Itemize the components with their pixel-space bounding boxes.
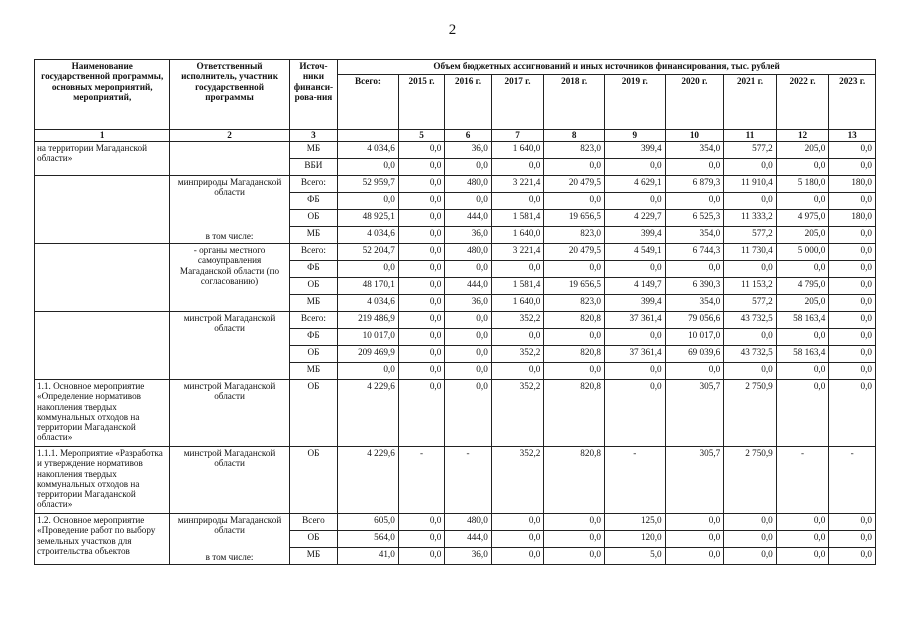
row-value: 823,0 xyxy=(544,295,605,312)
row-value: 0,0 xyxy=(724,159,777,176)
row-value: - xyxy=(829,447,876,514)
row-value: 0,0 xyxy=(665,514,724,531)
row-executor-note: в том числе: xyxy=(205,551,254,562)
row-name: на территории Магаданской области» xyxy=(35,142,170,176)
row-value: 0,0 xyxy=(445,346,491,363)
row-value: 605,0 xyxy=(338,514,399,531)
row-value: 6 525,3 xyxy=(665,210,724,227)
row-value: 1 640,0 xyxy=(491,295,544,312)
header-col-number: 10 xyxy=(665,130,724,142)
row-value: 0,0 xyxy=(665,261,724,278)
budget-table xyxy=(34,59,876,565)
row-value: 0,0 xyxy=(829,380,876,447)
row-value: 0,0 xyxy=(665,363,724,380)
row-value: 5 180,0 xyxy=(776,176,829,193)
row-value: 0,0 xyxy=(544,329,605,346)
row-value: 0,0 xyxy=(491,261,544,278)
row-value: 352,2 xyxy=(491,312,544,329)
row-value: 43 732,5 xyxy=(724,312,777,329)
row-value: 3 221,4 xyxy=(491,244,544,261)
row-value: 36,0 xyxy=(445,295,491,312)
row-value: 0,0 xyxy=(398,514,444,531)
header-col-number: 11 xyxy=(724,130,777,142)
row-executor-cell xyxy=(170,142,289,176)
row-value: 2 750,9 xyxy=(724,447,777,514)
row-value: 19 656,5 xyxy=(544,278,605,295)
row-value: 0,0 xyxy=(604,159,665,176)
row-value: 0,0 xyxy=(398,548,444,565)
row-value: 0,0 xyxy=(491,363,544,380)
row-value: 120,0 xyxy=(604,531,665,548)
row-value: 0,0 xyxy=(829,363,876,380)
row-value: 0,0 xyxy=(398,159,444,176)
row-value: 6 744,3 xyxy=(665,244,724,261)
table-row xyxy=(35,312,876,329)
row-value: 0,0 xyxy=(829,329,876,346)
row-value: 209 469,9 xyxy=(338,346,399,363)
row-value: 0,0 xyxy=(829,193,876,210)
row-executor: - органы местного самоуправления Магаданской области (по согласованию) xyxy=(179,245,280,286)
row-name xyxy=(35,176,170,244)
header-col-number xyxy=(338,130,399,142)
row-value: 0,0 xyxy=(338,159,399,176)
table-row xyxy=(35,514,876,531)
row-value: 48 170,1 xyxy=(338,278,399,295)
row-value: 205,0 xyxy=(776,227,829,244)
row-executor-note: в том числе: xyxy=(205,230,254,241)
row-value: 0,0 xyxy=(445,159,491,176)
row-source: Всего: xyxy=(289,176,338,193)
row-value: 2 750,9 xyxy=(724,380,777,447)
row-value: 48 925,1 xyxy=(338,210,399,227)
header-year: 2019 г. xyxy=(604,75,665,130)
row-value: 6 879,3 xyxy=(665,176,724,193)
header-year: 2017 г. xyxy=(491,75,544,130)
row-value: 0,0 xyxy=(829,159,876,176)
row-value: 0,0 xyxy=(829,278,876,295)
row-value: 4 149,7 xyxy=(604,278,665,295)
row-value: 0,0 xyxy=(338,261,399,278)
row-value: 0,0 xyxy=(829,531,876,548)
row-value: 0,0 xyxy=(829,142,876,159)
header-col-number: 6 xyxy=(445,130,491,142)
table-row xyxy=(35,176,876,193)
row-value: 43 732,5 xyxy=(724,346,777,363)
row-executor-cell xyxy=(170,514,289,565)
row-value: 399,4 xyxy=(604,227,665,244)
header-col-number: 7 xyxy=(491,130,544,142)
row-value: 4 629,1 xyxy=(604,176,665,193)
row-value: 11 333,2 xyxy=(724,210,777,227)
row-value: 0,0 xyxy=(445,329,491,346)
row-value: 0,0 xyxy=(398,244,444,261)
row-value: 0,0 xyxy=(398,346,444,363)
row-value: 0,0 xyxy=(604,261,665,278)
row-value: 0,0 xyxy=(445,380,491,447)
row-value: - xyxy=(776,447,829,514)
row-value: 0,0 xyxy=(604,380,665,447)
row-value: 0,0 xyxy=(604,363,665,380)
row-value: 4 229,6 xyxy=(338,380,399,447)
row-value: 820,8 xyxy=(544,380,605,447)
row-value: 0,0 xyxy=(665,531,724,548)
row-value: 0,0 xyxy=(604,193,665,210)
row-value: 0,0 xyxy=(491,193,544,210)
row-executor: минстрой Магаданской области xyxy=(183,381,276,402)
row-value: 0,0 xyxy=(776,363,829,380)
row-value: 19 656,5 xyxy=(544,210,605,227)
row-value: 0,0 xyxy=(776,380,829,447)
table-row xyxy=(35,142,876,159)
row-value: 52 204,7 xyxy=(338,244,399,261)
row-value: 480,0 xyxy=(445,244,491,261)
row-value: 0,0 xyxy=(829,514,876,531)
row-executor: минприроды Магаданской области xyxy=(177,177,282,198)
row-value: 219 486,9 xyxy=(338,312,399,329)
row-value: 305,7 xyxy=(665,380,724,447)
row-value: 0,0 xyxy=(398,176,444,193)
row-value: 4 229,6 xyxy=(338,447,399,514)
row-value: 444,0 xyxy=(445,210,491,227)
row-value: 480,0 xyxy=(445,514,491,531)
row-value: 0,0 xyxy=(776,329,829,346)
row-value: 305,7 xyxy=(665,447,724,514)
row-value: 444,0 xyxy=(445,531,491,548)
row-value: 354,0 xyxy=(665,295,724,312)
row-value: 5,0 xyxy=(604,548,665,565)
row-value: 0,0 xyxy=(398,295,444,312)
row-value: 0,0 xyxy=(776,159,829,176)
row-value: 0,0 xyxy=(724,193,777,210)
row-value: 577,2 xyxy=(724,142,777,159)
row-source: Всего xyxy=(289,514,338,531)
row-value: 37 361,4 xyxy=(604,346,665,363)
row-value: 4 795,0 xyxy=(776,278,829,295)
row-value: 0,0 xyxy=(491,329,544,346)
row-value: 0,0 xyxy=(829,261,876,278)
row-value: 0,0 xyxy=(491,514,544,531)
row-value: 11 910,4 xyxy=(724,176,777,193)
row-value: 0,0 xyxy=(398,312,444,329)
row-value: 0,0 xyxy=(724,531,777,548)
row-value: 0,0 xyxy=(398,380,444,447)
row-value: 0,0 xyxy=(398,329,444,346)
header-funding-group: Объем бюджетных ассигнований и иных источников финансирования, тыс. рублей xyxy=(338,60,876,75)
row-value: 0,0 xyxy=(398,142,444,159)
row-value: 577,2 xyxy=(724,295,777,312)
row-value: 1 640,0 xyxy=(491,142,544,159)
table-row xyxy=(35,447,876,514)
row-value: 41,0 xyxy=(338,548,399,565)
header-year: 2016 г. xyxy=(445,75,491,130)
row-value: 577,2 xyxy=(724,227,777,244)
row-source: ОБ xyxy=(289,380,338,447)
row-value: 352,2 xyxy=(491,380,544,447)
row-value: 0,0 xyxy=(724,514,777,531)
row-value: 0,0 xyxy=(776,531,829,548)
row-value: 0,0 xyxy=(398,363,444,380)
row-value: 4 034,6 xyxy=(338,142,399,159)
row-executor: минстрой Магаданской области xyxy=(183,448,276,469)
row-value: 1 640,0 xyxy=(491,227,544,244)
row-value: 564,0 xyxy=(338,531,399,548)
row-value: 125,0 xyxy=(604,514,665,531)
row-value: 354,0 xyxy=(665,227,724,244)
row-value: 3 221,4 xyxy=(491,176,544,193)
row-value: 0,0 xyxy=(776,548,829,565)
row-value: 352,2 xyxy=(491,346,544,363)
row-value: 820,8 xyxy=(544,447,605,514)
row-value: 58 163,4 xyxy=(776,346,829,363)
row-name: 1.2. Основное мероприятие «Проведение работ по выбору земельных участков для строительства объектов xyxy=(35,514,170,565)
header-col-number: 13 xyxy=(829,130,876,142)
row-value: 36,0 xyxy=(445,142,491,159)
header-col-number: 12 xyxy=(776,130,829,142)
row-value: 0,0 xyxy=(665,159,724,176)
row-value: 0,0 xyxy=(398,278,444,295)
header-year: 2018 г. xyxy=(544,75,605,130)
row-value: 180,0 xyxy=(829,210,876,227)
row-value: 10 017,0 xyxy=(665,329,724,346)
row-value: 58 163,4 xyxy=(776,312,829,329)
header-executor: Ответственный исполнитель, участник государственной программы xyxy=(170,60,289,130)
row-value: - xyxy=(604,447,665,514)
row-value: 0,0 xyxy=(724,329,777,346)
row-value: 352,2 xyxy=(491,447,544,514)
row-executor-cell xyxy=(170,176,289,244)
row-value: 0,0 xyxy=(776,514,829,531)
row-value: 399,4 xyxy=(604,295,665,312)
row-source: МБ xyxy=(289,142,338,159)
row-value: 0,0 xyxy=(338,363,399,380)
row-value: 205,0 xyxy=(776,295,829,312)
row-source: МБ xyxy=(289,227,338,244)
row-value: 0,0 xyxy=(544,261,605,278)
row-value: 0,0 xyxy=(491,531,544,548)
row-executor-cell xyxy=(170,380,289,447)
row-executor-cell xyxy=(170,447,289,514)
row-source: МБ xyxy=(289,548,338,565)
row-value: - xyxy=(398,447,444,514)
header-year: 2023 г. xyxy=(829,75,876,130)
row-source: ФБ xyxy=(289,261,338,278)
row-value: 0,0 xyxy=(491,159,544,176)
header-year: 2021 г. xyxy=(724,75,777,130)
row-source: ОБ xyxy=(289,346,338,363)
row-value: 4 229,7 xyxy=(604,210,665,227)
header-col-number: 1 xyxy=(35,130,170,142)
row-name xyxy=(35,244,170,312)
row-value: 0,0 xyxy=(445,193,491,210)
row-value: 20 479,5 xyxy=(544,244,605,261)
row-source: Всего: xyxy=(289,244,338,261)
row-source: ФБ xyxy=(289,329,338,346)
row-value: 5 000,0 xyxy=(776,244,829,261)
row-value: 0,0 xyxy=(445,261,491,278)
row-value: 0,0 xyxy=(724,363,777,380)
row-value: 1 581,4 xyxy=(491,210,544,227)
table-row xyxy=(35,244,876,261)
row-value: 0,0 xyxy=(829,312,876,329)
row-value: 0,0 xyxy=(398,261,444,278)
row-source: МБ xyxy=(289,295,338,312)
row-source: ВБИ xyxy=(289,159,338,176)
header-col-number: 2 xyxy=(170,130,289,142)
row-value: 0,0 xyxy=(776,193,829,210)
row-value: 0,0 xyxy=(398,531,444,548)
row-executor-cell xyxy=(170,312,289,380)
row-value: 0,0 xyxy=(829,548,876,565)
row-value: 11 153,2 xyxy=(724,278,777,295)
row-value: 0,0 xyxy=(398,193,444,210)
row-value: 20 479,5 xyxy=(544,176,605,193)
header-source: Источ-ники финанси-рова-ния xyxy=(289,60,338,130)
row-value: 823,0 xyxy=(544,227,605,244)
row-value: 0,0 xyxy=(544,514,605,531)
row-source: МБ xyxy=(289,363,338,380)
row-value: 4 975,0 xyxy=(776,210,829,227)
table-row xyxy=(35,380,876,447)
row-value: 0,0 xyxy=(724,548,777,565)
row-value: 11 730,4 xyxy=(724,244,777,261)
row-value: 0,0 xyxy=(544,159,605,176)
row-value: 0,0 xyxy=(491,548,544,565)
row-value: 0,0 xyxy=(829,295,876,312)
row-value: 0,0 xyxy=(665,193,724,210)
row-value: 480,0 xyxy=(445,176,491,193)
page-number: 2 xyxy=(448,22,457,38)
header-year: 2020 г. xyxy=(665,75,724,130)
row-value: 399,4 xyxy=(604,142,665,159)
row-value: 36,0 xyxy=(445,227,491,244)
row-value: 444,0 xyxy=(445,278,491,295)
header-year: Всего: xyxy=(338,75,399,130)
row-value: 820,8 xyxy=(544,346,605,363)
row-source: Всего: xyxy=(289,312,338,329)
row-executor: минстрой Магаданской области xyxy=(183,313,276,334)
row-value: 4 549,1 xyxy=(604,244,665,261)
header-col-number: 5 xyxy=(398,130,444,142)
row-value: 52 959,7 xyxy=(338,176,399,193)
row-value: 0,0 xyxy=(544,548,605,565)
row-value: 820,8 xyxy=(544,312,605,329)
row-value: 205,0 xyxy=(776,142,829,159)
header-col-number: 9 xyxy=(604,130,665,142)
row-value: 0,0 xyxy=(445,363,491,380)
row-value: 0,0 xyxy=(604,329,665,346)
row-value: 69 039,6 xyxy=(665,346,724,363)
row-source: ОБ xyxy=(289,531,338,548)
header-name: Наименование государственной программы, основных мероприятий, мероприятий, xyxy=(35,60,170,130)
row-source: ОБ xyxy=(289,210,338,227)
row-value: 6 390,3 xyxy=(665,278,724,295)
header-year: 2022 г. xyxy=(776,75,829,130)
row-value: 36,0 xyxy=(445,548,491,565)
row-value: 0,0 xyxy=(398,227,444,244)
row-value: 0,0 xyxy=(829,244,876,261)
row-value: 0,0 xyxy=(544,193,605,210)
row-name: 1.1.1. Мероприятие «Разработка и утверждение нормативов накопления твердых коммунальных отходов на территории Магаданской области» xyxy=(35,447,170,514)
row-value: 10 017,0 xyxy=(338,329,399,346)
row-value: 0,0 xyxy=(829,346,876,363)
row-value: 4 034,6 xyxy=(338,295,399,312)
row-value: 0,0 xyxy=(544,363,605,380)
row-value: 0,0 xyxy=(665,548,724,565)
row-name xyxy=(35,312,170,380)
row-value: 1 581,4 xyxy=(491,278,544,295)
row-value: 4 034,6 xyxy=(338,227,399,244)
row-source: ОБ xyxy=(289,278,338,295)
row-value: 0,0 xyxy=(338,193,399,210)
header-col-number: 3 xyxy=(289,130,338,142)
row-value: 823,0 xyxy=(544,142,605,159)
row-value: 0,0 xyxy=(544,531,605,548)
row-value: 0,0 xyxy=(445,312,491,329)
header-col-number: 8 xyxy=(544,130,605,142)
row-value: 354,0 xyxy=(665,142,724,159)
row-executor: минприроды Магаданской области xyxy=(177,515,282,536)
row-executor-cell xyxy=(170,244,289,312)
row-source: ФБ xyxy=(289,193,338,210)
row-value: 37 361,4 xyxy=(604,312,665,329)
row-value: 180,0 xyxy=(829,176,876,193)
row-value: 0,0 xyxy=(398,210,444,227)
row-value: 0,0 xyxy=(724,261,777,278)
row-value: - xyxy=(445,447,491,514)
header-year: 2015 г. xyxy=(398,75,444,130)
row-value: 79 056,6 xyxy=(665,312,724,329)
row-name: 1.1. Основное мероприятие «Определение нормативов накопления твердых коммунальных отходов на территории Магаданской области» xyxy=(35,380,170,447)
row-source: ОБ xyxy=(289,447,338,514)
row-value: 0,0 xyxy=(776,261,829,278)
row-value: 0,0 xyxy=(829,227,876,244)
